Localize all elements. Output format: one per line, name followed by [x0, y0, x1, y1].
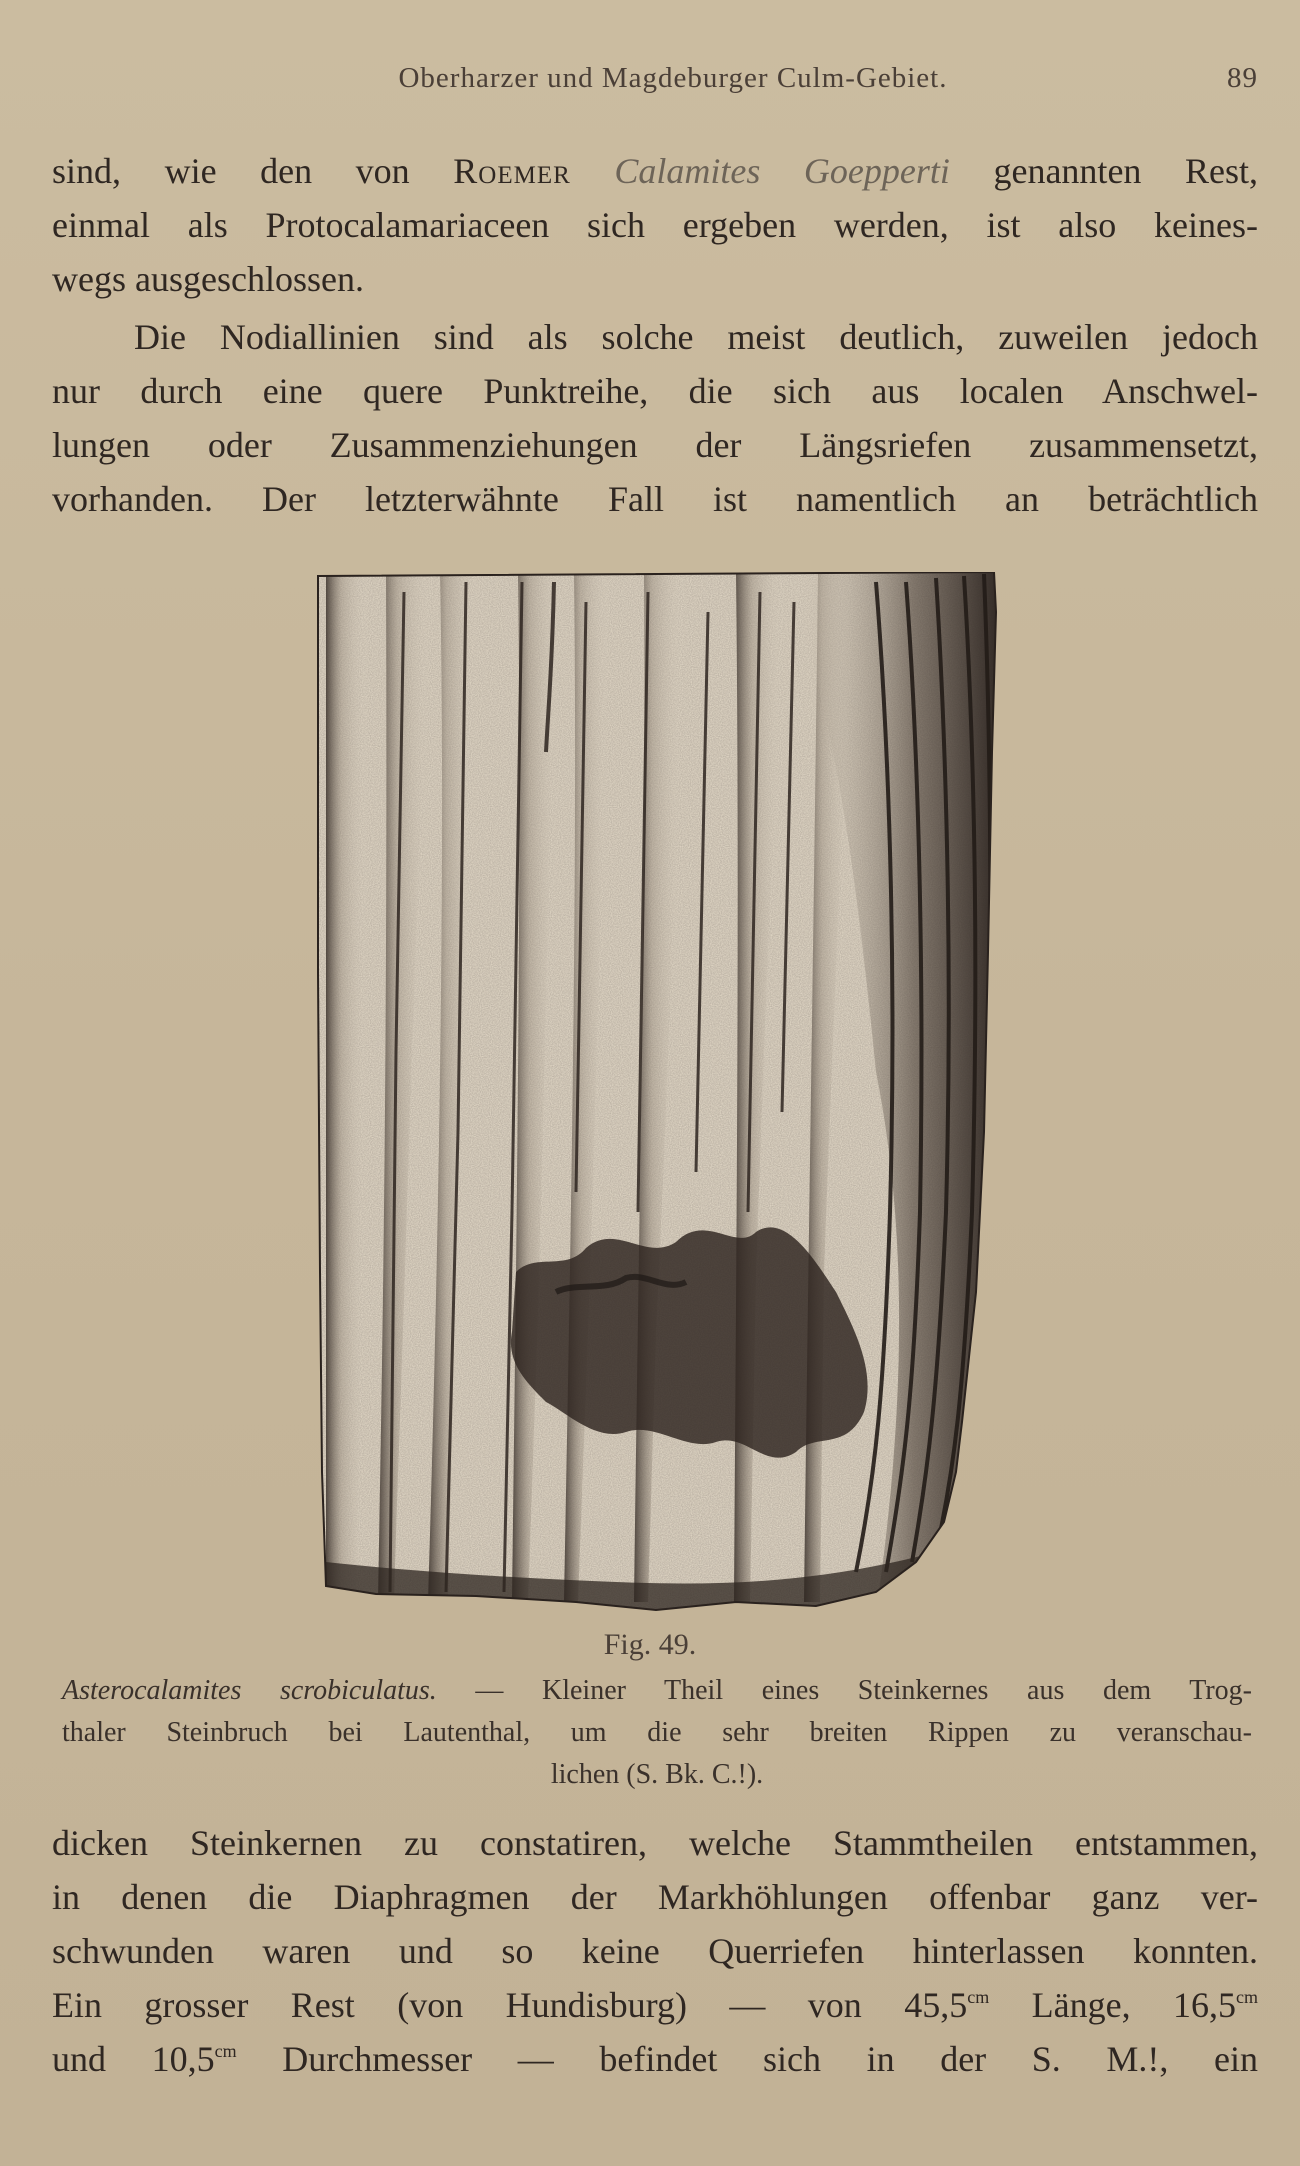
text-run: Durchmesser — befindet sich in der S. M.!, ein [236, 2039, 1259, 2079]
figure-label: Fig. 49. [603, 1628, 697, 1661]
caption-line: lichen (S. Bk. C.!). [550, 1759, 764, 1790]
unit-superscript: cm [214, 2041, 237, 2061]
text-line: lungen oder Zusammenziehungen der Längsriefen zusammensetzt, [52, 425, 1258, 465]
running-head [52, 62, 1258, 102]
text-line: einmal als Protocalamariaceen sich ergeben werden, ist also keines- [52, 205, 1258, 245]
unit-superscript: cm [967, 1987, 990, 2007]
text-line: schwunden waren und so keine Querriefen hinterlassen konnten. [52, 1931, 1258, 1971]
text-line: dicken Steinkernen zu constatiren, welche Stammtheilen entstammen, [52, 1823, 1258, 1863]
text-run: Ein grosser Rest (von Hundisburg) — von 45,5 [52, 1985, 968, 2025]
taxon-name: Calamites Goepperti [614, 151, 950, 191]
paragraph-2 [52, 310, 1258, 526]
text-line: vorhanden. Der letzterwähnte Fall ist namentlich an beträchtlich [52, 479, 1258, 519]
text-run: und 10,5 [52, 2039, 215, 2079]
page-number: 89 [1227, 62, 1258, 94]
caption-line: thaler Steinbruch bei Lautenthal, um die sehr breiten Rippen zu veranschau- [62, 1717, 1252, 1748]
text-line: nur durch eine quere Punktreihe, die sich aus localen Anschwel- [52, 371, 1258, 411]
running-head-title: Oberharzer und Magdeburger Culm-Gebiet. [398, 62, 948, 94]
caption-species: Asterocalamites scrobiculatus. [62, 1675, 437, 1706]
unit-superscript: cm [1236, 1987, 1258, 2007]
text-line [52, 144, 1258, 198]
fossil-illustration [316, 572, 999, 1614]
text-line [52, 2032, 1258, 2086]
text-run [571, 151, 615, 191]
text-run: genannten Rest, [949, 151, 1258, 191]
text-line: in denen die Diaphragmen der Markhöhlungen offenbar ganz ver- [52, 1877, 1258, 1917]
paragraph-1 [52, 144, 1258, 306]
author-name: Roemer [453, 151, 571, 191]
text-line: wegs ausgeschlossen. [52, 259, 364, 299]
text-run: sind, wie den von [52, 151, 454, 191]
text-run: Länge, 16,5 [989, 1985, 1236, 2025]
fossil-engraving [316, 572, 999, 1614]
paragraph-3 [52, 1816, 1258, 2086]
caption-text: — Kleiner Theil eines Steinkernes aus dem Trog- [436, 1675, 1252, 1706]
text-line [52, 1978, 1258, 2032]
text-line: Die Nodiallinien sind als solche meist deutlich, zuweilen jedoch [134, 317, 1258, 357]
figure-caption [62, 1670, 1252, 1796]
caption-line [62, 1670, 1252, 1712]
